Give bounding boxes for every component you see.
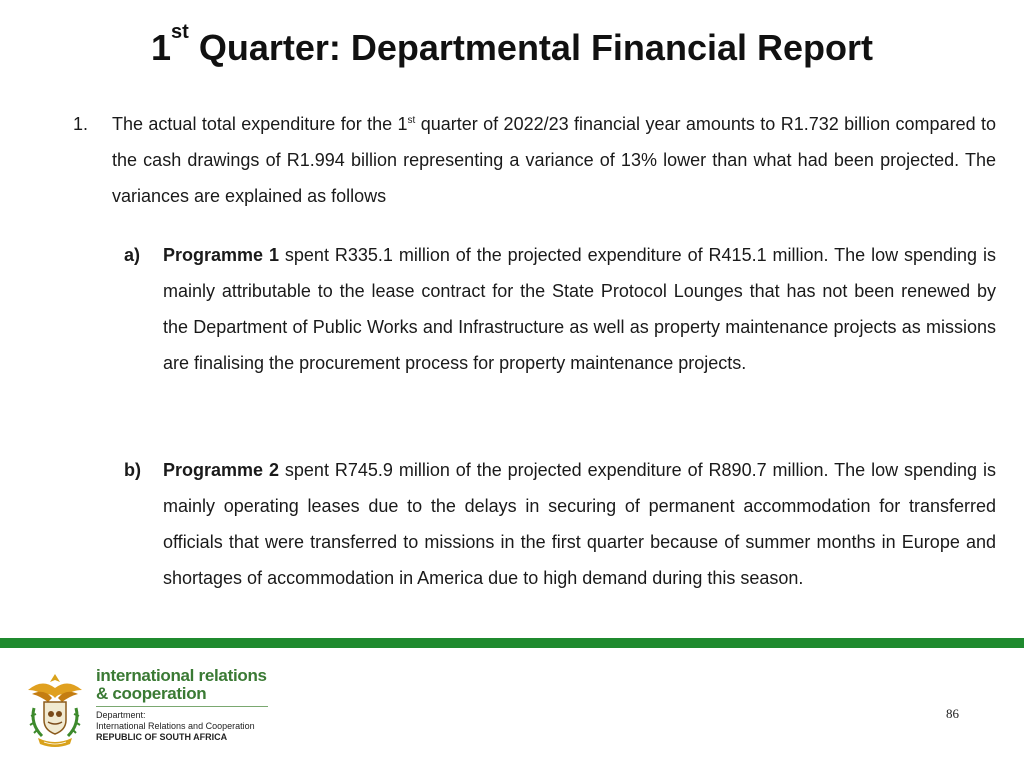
- item-a-heading: Programme 1: [163, 245, 279, 265]
- page-title: [0, 21, 1024, 70]
- item-b-body: [163, 452, 996, 596]
- org-name-line-2: & cooperation: [96, 684, 207, 703]
- title-number: 1: [151, 27, 172, 68]
- page-number: 86: [946, 706, 959, 721]
- item-b-marker: b): [124, 460, 141, 480]
- organization-name: [96, 667, 296, 703]
- item-b-heading: Programme 2: [163, 460, 279, 480]
- item-b-text: spent R745.9 million of the projected expenditure of R890.7 million. The low spending is mainly operating leases due to the delays in securing of permanent accommodation for transferred officials that were transferred to missions in the first quarter because of summer months in Europe and shortages of accommodation in America due to high demand during this season.: [163, 460, 996, 588]
- title-superscript: st: [171, 21, 189, 43]
- department-label: [96, 710, 255, 743]
- item-a-text: spent R335.1 million of the projected expenditure of R415.1 million. The low spending is mainly attributable to the lease contract for the State Protocol Lounges that has not been renewed by the Department of Public Works and Infrastructure as well as property maintenance projects as missions are finalising the procurement process for property maintenance projects.: [163, 245, 996, 373]
- org-name-line-1: international relations: [96, 666, 267, 685]
- footer-divider-bar: [0, 638, 1024, 648]
- dept-line-1: Department:: [96, 710, 146, 720]
- coat-of-arms-icon: [24, 668, 86, 750]
- dept-line-3: REPUBLIC OF SOUTH AFRICA: [96, 732, 228, 742]
- paragraph-number: 1.: [73, 114, 89, 134]
- paragraph-text-start: The actual total expenditure for the 1: [112, 114, 408, 134]
- dept-line-2: International Relations and Cooperation: [96, 721, 255, 731]
- paragraph-text-end: quarter of 2022/23 financial year amounts to R1.732 billion compared to the cash drawings of R1.994 billion representing a variance of 13% lower than what had been projected. The variances are explained as follows: [112, 114, 996, 206]
- org-name-divider: [96, 706, 268, 707]
- title-text: Quarter: Departmental Financial Report: [188, 27, 873, 68]
- paragraph-body: [112, 106, 996, 214]
- item-a-marker: a): [124, 245, 141, 265]
- paragraph-superscript: st: [407, 115, 416, 126]
- item-a-body: [163, 237, 996, 381]
